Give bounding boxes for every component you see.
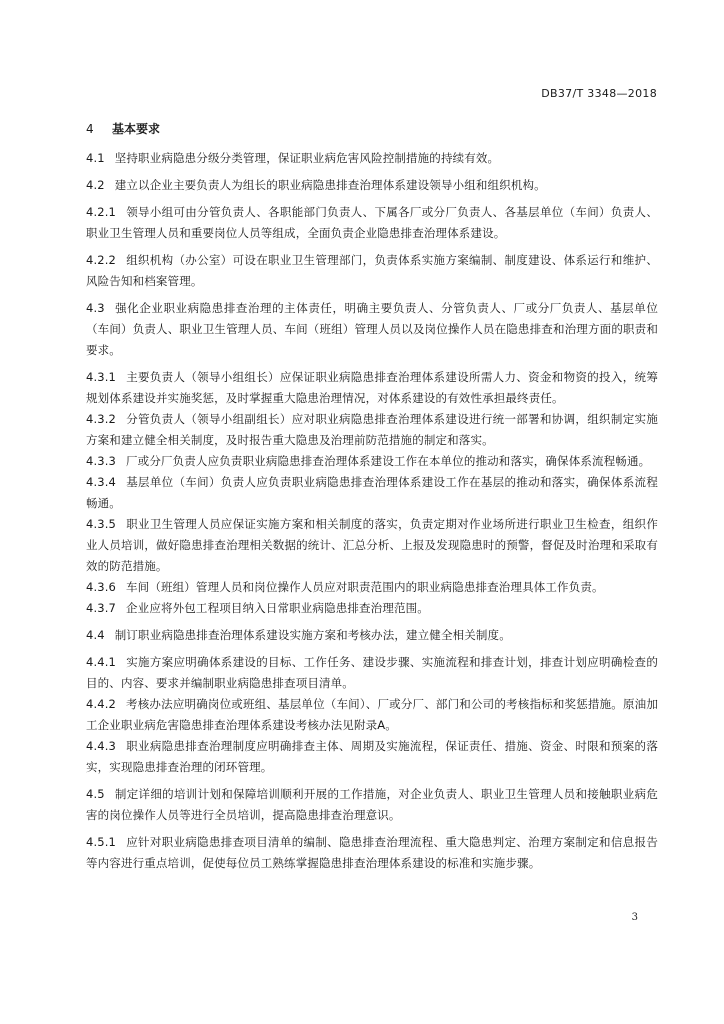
clause-number: 4.2.1 <box>86 205 117 219</box>
clause-text: 建立以企业主要负责人为组长的职业病隐患排查治理体系建设领导小组和组织机构。 <box>114 178 546 192</box>
clause-4-4-2 <box>86 694 658 736</box>
clause-4-5 <box>86 784 658 826</box>
clause-text: 应针对职业病隐患排查项目清单的编制、隐患排查治理流程、重大隐患判定、治理方案制定和信息报告等内容进行重点培训，促使每位员工熟练掌握隐患排查治理体系建设的标准和实施步骤。 <box>86 835 658 870</box>
clause-number: 4.2 <box>86 178 105 192</box>
clause-text: 制定详细的培训计划和保障培训顺利开展的工作措施，对企业负责人、职业卫生管理人员和接触职业病危害的岗位操作人员等进行全员培训，提高隐患排查治理意识。 <box>86 787 658 822</box>
clause-text: 实施方案应明确体系建设的目标、工作任务、建设步骤、实施流程和排查计划，排查计划应明确检查的目的、内容、要求并编制职业病隐患排查项目清单。 <box>86 655 658 690</box>
clause-number: 4.1 <box>86 151 105 165</box>
clause-text: 厂或分厂负责人应负责职业病隐患排查治理体系建设工作在本单位的推动和落实，确保体系流程畅通。 <box>126 454 651 468</box>
clause-text: 企业应将外包工程项目纳入日常职业病隐患排查治理范围。 <box>126 601 429 615</box>
clause-number: 4.2.2 <box>86 253 117 267</box>
clause-number: 4.4 <box>86 628 105 642</box>
clause-4-3-1 <box>86 367 658 409</box>
clause-number: 4.3.4 <box>86 475 117 489</box>
clause-number: 4.3.3 <box>86 454 117 468</box>
clause-4-3-5 <box>86 514 658 577</box>
clause-4-2-1 <box>86 202 658 244</box>
clause-number: 4.3.6 <box>86 580 117 594</box>
clause-number: 4.3.5 <box>86 517 117 531</box>
clause-number: 4.3.2 <box>86 412 117 426</box>
clause-text: 职业病隐患排查治理制度应明确排查主体、周期及实施流程，保证责任、措施、资金、时限和预案的落实，实现隐患排查治理的闭环管理。 <box>86 739 658 774</box>
clause-text: 分管负责人（领导小组副组长）应对职业病隐患排查治理体系建设进行统一部署和协调，组织制定实施方案和建立健全相关制度，及时报告重大隐患及治理前防范措施的制定和落实。 <box>86 412 658 447</box>
clause-text: 职业卫生管理人员应保证实施方案和相关制度的落实，负责定期对作业场所进行职业卫生检查，组织作业人员培训，做好隐患排查治理相关数据的统计、汇总分析、上报及发现隐患时的预警，督促及时治理和采取有效的防范措施。 <box>86 517 658 573</box>
clause-number: 4.3.7 <box>86 601 117 615</box>
clause-number: 4.5.1 <box>86 835 117 849</box>
clause-text: 考核办法应明确岗位或班组、基层单位（车间）、厂或分厂、部门和公司的考核指标和奖惩措施。原油加工企业职业病危害隐患排查治理体系建设考核办法见附录A。 <box>86 697 658 732</box>
clause-text: 领导小组可由分管负责人、各职能部门负责人、下属各厂或分厂负责人、各基层单位（车间）负责人、职业卫生管理人员和重要岗位人员等组成，全面负责企业隐患排查治理体系建设。 <box>86 205 658 240</box>
clause-4-5-1 <box>86 832 658 874</box>
clause-text: 组织机构（办公室）可设在职业卫生管理部门，负责体系实施方案编制、制度建设、体系运行和维护、风险告知和档案管理。 <box>86 253 658 288</box>
page-number: 3 <box>631 912 638 923</box>
clause-number: 4.4.1 <box>86 655 117 669</box>
body-content <box>86 148 658 874</box>
clause-text: 坚持职业病隐患分级分类管理，保证职业病危害风险控制措施的持续有效。 <box>114 151 500 165</box>
clause-text: 强化企业职业病隐患排查治理的主体责任，明确主要负责人、分管负责人、厂或分厂负责人、基层单位（车间）负责人、职业卫生管理人员、车间（班组）管理人员以及岗位操作人员在隐患排查和治理方面的职责和要求。 <box>86 301 658 357</box>
clause-4-4 <box>86 625 658 646</box>
clause-text: 制订职业病隐患排查治理体系建设实施方案和考核办法，建立健全相关制度。 <box>114 628 511 642</box>
clause-4-3-7 <box>86 598 658 619</box>
clause-4-3-4 <box>86 472 658 514</box>
clause-number: 4.3.1 <box>86 370 117 384</box>
standard-code: DB37/T 3348—2018 <box>541 87 657 100</box>
clause-text: 车间（班组）管理人员和岗位操作人员应对职责范围内的职业病隐患排查治理具体工作负责。 <box>126 580 604 594</box>
clause-4-3-2 <box>86 409 658 451</box>
clause-4-2-2 <box>86 250 658 292</box>
clause-text: 主要负责人（领导小组组长）应保证职业病隐患排查治理体系建设所需人力、资金和物资的投入，统筹规划体系建设并实施奖惩，及时掌握重大隐患治理情况，对体系建设的有效性承担最终责任。 <box>86 370 658 405</box>
clause-4-3-6 <box>86 577 658 598</box>
clause-number: 4.4.2 <box>86 697 117 711</box>
section-title: 基本要求 <box>112 122 161 136</box>
clause-4-4-3 <box>86 736 658 778</box>
clause-4-3 <box>86 298 658 361</box>
clause-4-4-1 <box>86 652 658 694</box>
clause-4-2 <box>86 175 658 196</box>
clause-number: 4.4.3 <box>86 739 117 753</box>
clause-4-1 <box>86 148 658 169</box>
clause-number: 4.5 <box>86 787 105 801</box>
section-heading <box>86 120 160 137</box>
clause-text: 基层单位（车间）负责人应负责职业病隐患排查治理体系建设工作在基层的推动和落实，确保体系流程畅通。 <box>86 475 658 510</box>
section-number: 4 <box>86 122 94 136</box>
clause-4-3-3 <box>86 451 658 472</box>
clause-number: 4.3 <box>86 301 105 315</box>
